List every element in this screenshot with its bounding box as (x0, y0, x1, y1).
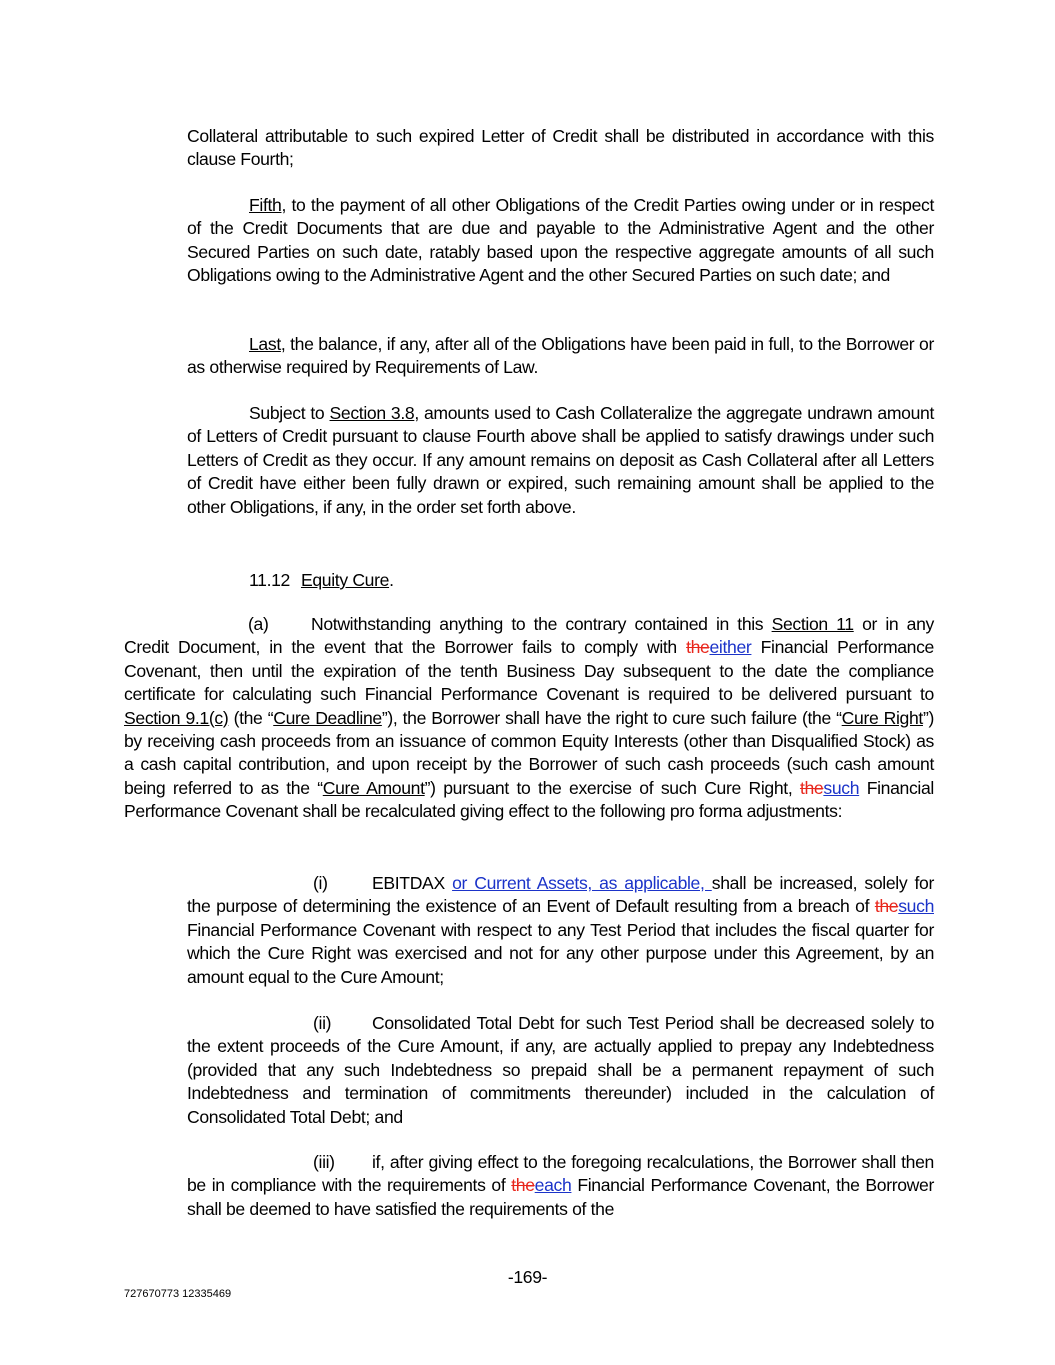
inserted-text: such (898, 896, 934, 917)
paragraph-subject-to: Subject to Section 3.8, amounts used to Cash Collateralize the aggregate undrawn amount of Letters of Credit pursuant to clause Fourth above shall be applied to satisfy drawings under such Letters of Credit as they occur. If any amount remains on deposit as Cash Collateral after all Letters of Credit have either been fully drawn or expired, such remaining amount shall be applied to the other Obligations, if any, in the order set forth above. (187, 403, 934, 517)
fifth-label: Fifth (249, 195, 282, 215)
deleted-text: the (799, 777, 824, 798)
inserted-text: or Current Assets, as applicable, (452, 873, 712, 893)
section-heading: 11.12 Equity Cure. (249, 570, 394, 590)
cure-right-term: Cure Right (841, 707, 923, 728)
section-11-link[interactable]: Section 11 (771, 614, 854, 634)
last-label: Last (249, 334, 281, 354)
inserted-text: either (709, 637, 752, 658)
cure-deadline-term: Cure Deadline (273, 707, 382, 728)
inserted-text: each (534, 1175, 572, 1196)
paragraph-i: (i) EBITDAX or Current Assets, as applicable, shall be increased, solely for the purpose of determining the existence of an Event of Default resulting from a breach of thesuch Financial Performance Covenant with respect to any Test Period that includes the fiscal quarter for which the Cure Right was exercised and not for any other purpose under this Agreement, by an amount equal to the Cure Amount; (187, 873, 934, 987)
clause-i-marker: (i) (313, 873, 328, 893)
clause-a-marker: (a) (248, 614, 269, 634)
paragraph-iii: (iii) if, after giving effect to the foregoing recalculations, the Borrower shall then be in compliance with the requirements of theeach Financial Performance Covenant, the Borrower shall be deemed to have satisfied the requirements of the (187, 1152, 934, 1219)
paragraph-fifth: Fifth, to the payment of all other Obligations of the Credit Parties owing under or in respect of the Credit Documents that are due and payable to the Administrative Agent and the other Secured Parties on such date, ratably based upon the respective aggregate amounts of all such Obligations owing to the Administrative Agent and the other Secured Parties on such date; and (187, 195, 934, 286)
deleted-text: the (511, 1175, 535, 1196)
inserted-text: such (823, 777, 860, 798)
cure-amount-term: Cure Amount (322, 777, 425, 798)
deleted-text: the (686, 637, 710, 658)
section-3-8-link[interactable]: Section 3.8 (329, 403, 415, 423)
section-number: 11.12 (249, 570, 290, 590)
paragraph-ii: (ii) Consolidated Total Debt for such Test Period shall be decreased solely to the extent proceeds of the Cure Amount, if any, are actually applied to prepay any Indebtedness (provided that any such Indebtedness so prepaid shall be a permanent repayment of such Indebtedness and termination of commitments thereunder) included in the calculation of Consolidated Total Debt; and (187, 1013, 934, 1127)
section-9-1-c-link[interactable]: Section 9.1(c) (124, 707, 229, 728)
clause-iii-marker: (iii) (313, 1152, 335, 1172)
paragraph-fourth-continuation: Collateral attributable to such expired Letter of Credit shall be distributed in accordance with this clause Fourth; (187, 126, 934, 170)
deleted-text: the (874, 896, 899, 917)
section-title: Equity Cure (300, 570, 390, 590)
page-number: -169- (507, 1267, 548, 1287)
paragraph-last: Last, the balance, if any, after all of the Obligations have been paid in full, to the Borrower or as otherwise required by Requirements of Law. (187, 334, 934, 378)
document-id: 727670773 12335469 (124, 1288, 232, 1300)
clause-ii-marker: (ii) (313, 1013, 332, 1033)
paragraph-a: (a) Notwithstanding anything to the contrary contained in this Section 11 or in any Credit Document, in the event that the Borrower fails to comply with theeither Financial Performance Covenant, then until the expiration of the tenth Business Day subsequent to the date the compliance certificate for calculating such Financial Performance Covenant is required to be delivered pursuant to Section 9.1(c) (the “Cure Deadline”), the Borrower shall have the right to cure such failure (the “Cure Right”) by receiving cash proceeds from an issuance of common Equity Interests (other than Disqualified Stock) as a cash capital contribution, and upon receipt by the Borrower of such cash proceeds (such cash amount being referred to as the “Cure Amount”) pursuant to the exercise of such Cure Right, thesuch Financial Performance Covenant shall be recalculated giving effect to the following pro forma adjustments: (124, 614, 934, 822)
